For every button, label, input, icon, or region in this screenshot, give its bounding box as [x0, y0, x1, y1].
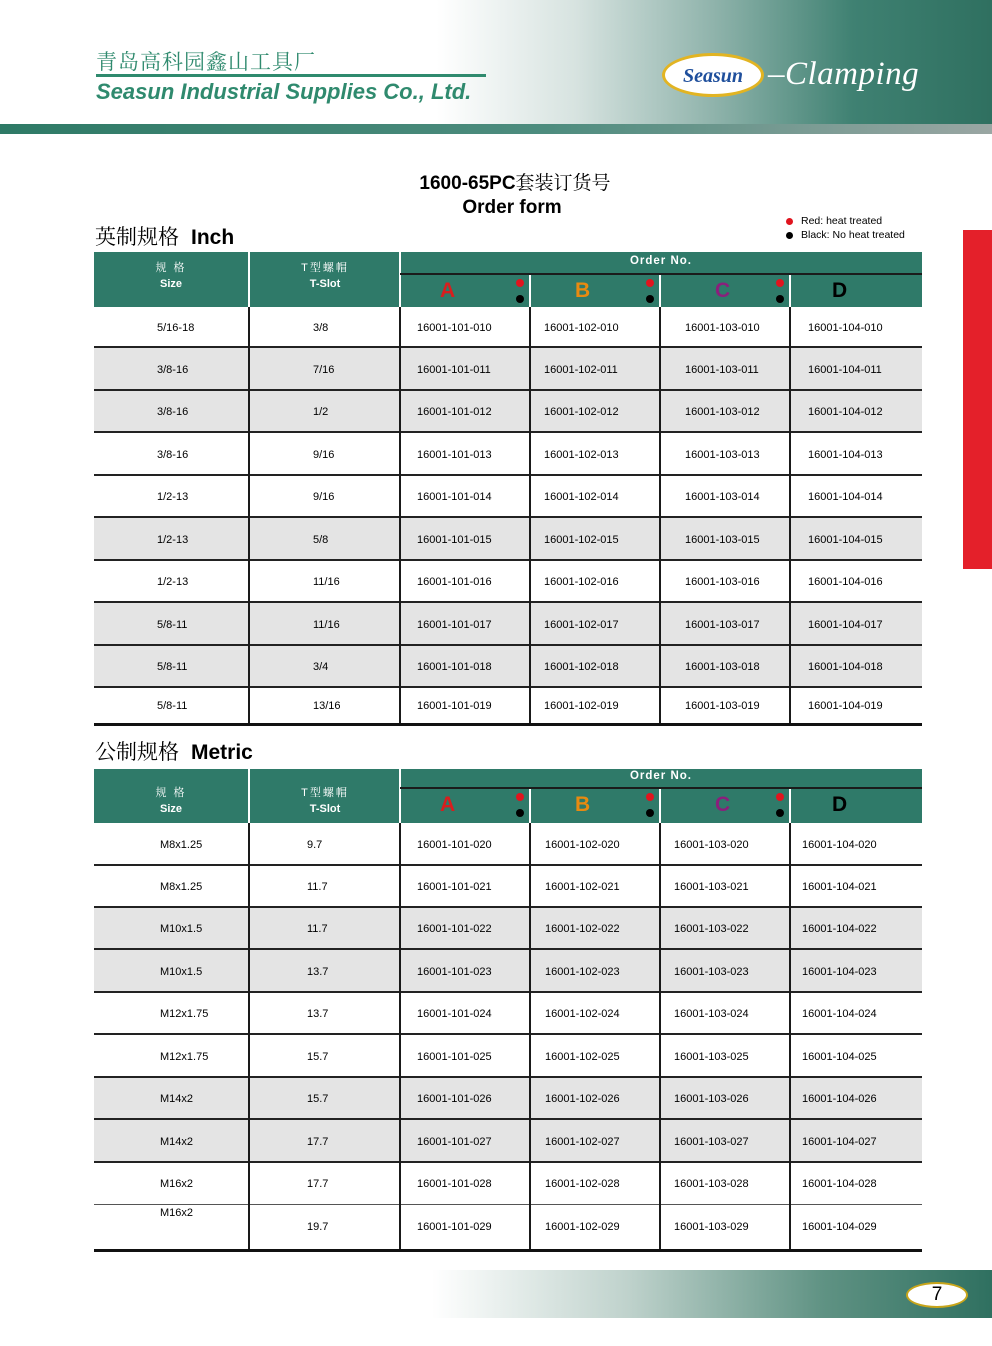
order-c-cell: 16001-103-019 [685, 700, 760, 712]
table-row [94, 866, 922, 908]
order-a-cell: 16001-101-025 [417, 1050, 492, 1063]
order-a-cell: 16001-101-014 [417, 491, 492, 503]
col-d-label: D [832, 793, 848, 816]
tslot-cell: 9.7 [307, 838, 323, 851]
table-row [94, 908, 922, 950]
metric-table-header [94, 767, 922, 823]
tslot-header-en: T-Slot [309, 803, 341, 815]
size-cell: M10x1.5 [160, 923, 203, 935]
red-dot-icon [776, 793, 784, 801]
order-b-cell: 16001-102-023 [545, 965, 620, 978]
order-d-cell: 16001-104-013 [808, 448, 883, 461]
column-divider [248, 307, 250, 724]
order-a-cell: 16001-101-017 [417, 618, 492, 631]
order-d-cell: 16001-104-020 [802, 838, 877, 851]
order-b-cell: 16001-102-010 [544, 321, 619, 334]
tslot-cell: 17.7 [307, 1178, 329, 1190]
order-c-cell: 16001-103-012 [685, 406, 760, 418]
order-c-cell: 16001-103-026 [674, 1093, 749, 1105]
header-divider [399, 252, 401, 307]
order-b-cell: 16001-102-017 [544, 618, 619, 631]
order-b-cell: 16001-102-013 [544, 448, 619, 461]
title-code: 1600-65PC [419, 173, 516, 194]
column-divider [659, 823, 661, 1249]
inch-table-header [94, 252, 922, 307]
order-a-cell: 16001-101-024 [417, 1008, 492, 1020]
order-a-cell: 16001-101-010 [417, 321, 492, 334]
order-c-cell: 16001-103-014 [685, 491, 760, 503]
black-dot-icon [516, 809, 524, 817]
inch-section-title [95, 221, 234, 251]
order-d-cell: 16001-104-026 [802, 1093, 877, 1105]
black-dot-icon [776, 809, 784, 817]
header-divider [248, 252, 250, 307]
table-row [94, 993, 922, 1035]
red-dot-icon [646, 793, 654, 801]
tslot-cell: 13.7 [307, 1008, 329, 1020]
legend-black [786, 228, 905, 242]
header-divider [659, 275, 661, 307]
size-cell: 1/2-13 [157, 576, 189, 588]
size-cell: M10x1.5 [160, 965, 203, 978]
black-dot-icon [646, 809, 654, 817]
size-cell: 3/8-16 [157, 363, 189, 376]
table-row [94, 646, 922, 688]
order-c-cell: 16001-103-025 [674, 1050, 749, 1063]
order-a-cell: 16001-101-029 [417, 1221, 492, 1233]
header-divider [248, 769, 250, 823]
tslot-cell: 13/16 [313, 700, 341, 712]
side-tab [963, 230, 992, 569]
column-divider [789, 307, 791, 724]
tslot-cell: 5/8 [313, 533, 329, 546]
size-cell: M8x1.25 [160, 838, 203, 851]
order-d-cell: 16001-104-017 [808, 618, 883, 631]
size-cell: M16x2 [160, 1207, 194, 1219]
size-cell: M8x1.25 [160, 881, 203, 893]
order-b-cell: 16001-102-019 [544, 700, 619, 712]
red-dot-icon [516, 793, 524, 801]
order-c-cell: 16001-103-022 [674, 923, 749, 935]
order-d-cell: 16001-104-018 [808, 661, 883, 673]
order-d-cell: 16001-104-016 [808, 576, 883, 588]
order-a-cell: 16001-101-027 [417, 1135, 492, 1148]
order-d-cell: 16001-104-023 [802, 965, 877, 978]
size-header-cn: 规 格 [155, 262, 187, 274]
table-row [94, 348, 922, 391]
header-divider [400, 273, 922, 275]
order-b-cell: 16001-102-029 [545, 1221, 620, 1233]
size-cell: M16x2 [160, 1178, 194, 1190]
red-dot-icon [516, 279, 524, 287]
order-a-cell: 16001-101-021 [417, 881, 492, 893]
column-divider [529, 823, 531, 1249]
order-a-cell: 16001-101-018 [417, 661, 492, 673]
order-c-cell: 16001-103-011 [685, 363, 759, 376]
metric-order-table [94, 767, 922, 1252]
red-dot-icon [776, 279, 784, 287]
table-row [94, 1035, 922, 1078]
order-c-cell: 16001-103-017 [685, 618, 760, 631]
tslot-cell: 9/16 [313, 491, 335, 503]
order-b-cell: 16001-102-011 [544, 363, 618, 376]
tslot-header-cn: T型螺帽 [301, 262, 349, 274]
inch-order-table [94, 252, 922, 726]
size-header-cn: 规 格 [155, 787, 187, 799]
black-dot-icon [516, 295, 524, 303]
tslot-header [250, 785, 400, 817]
order-a-cell: 16001-101-012 [417, 406, 492, 418]
order-b-cell: 16001-102-015 [544, 533, 619, 546]
col-d-label: D [832, 279, 848, 302]
company-name-en: Seasun Industrial Supplies Co., Ltd. [96, 79, 472, 104]
col-c-label: C [715, 279, 731, 302]
order-b-cell: 16001-102-012 [544, 406, 619, 418]
col-b-label: B [575, 793, 591, 816]
order-b-cell: 16001-102-018 [544, 661, 619, 673]
order-no-header: Order No. [629, 770, 693, 782]
company-name-cn: 青岛高科园鑫山工具厂 [96, 50, 316, 74]
order-b-cell: 16001-102-016 [544, 576, 619, 588]
order-a-cell: 16001-101-022 [417, 923, 492, 935]
size-header-en: Size [159, 278, 182, 290]
tslot-cell: 19.7 [307, 1221, 329, 1233]
table-row [94, 950, 922, 993]
tslot-cell: 7/16 [313, 363, 335, 376]
order-d-cell: 16001-104-027 [802, 1135, 877, 1148]
order-b-cell: 16001-102-025 [545, 1050, 620, 1063]
column-divider [789, 823, 791, 1249]
tslot-cell: 1/2 [313, 406, 329, 418]
order-d-cell: 16001-104-011 [808, 363, 882, 376]
legend-black-label: Black: No heat treated [801, 229, 905, 241]
table-row [94, 1078, 922, 1120]
legend-red-label: Red: heat treated [801, 215, 883, 227]
tslot-cell: 3/8 [313, 321, 329, 334]
column-divider [659, 307, 661, 724]
order-c-cell: 16001-103-028 [674, 1178, 749, 1190]
size-cell: M12x1.75 [160, 1050, 209, 1063]
order-b-cell: 16001-102-014 [544, 491, 619, 503]
table-row [94, 1205, 922, 1249]
size-cell: 3/8-16 [157, 448, 189, 461]
tslot-cell: 11.7 [307, 881, 328, 893]
header-divider [529, 789, 531, 823]
table-row [94, 433, 922, 476]
metric-title-cn: 公制规格 [95, 740, 179, 764]
order-b-cell: 16001-102-024 [545, 1008, 620, 1020]
tslot-cell: 15.7 [307, 1093, 329, 1105]
legend [786, 214, 905, 242]
size-cell: 1/2-13 [157, 491, 189, 503]
order-a-cell: 16001-101-023 [417, 965, 492, 978]
col-a-label: A [440, 793, 456, 816]
order-form-title-en: Order form [462, 197, 562, 218]
order-a-cell: 16001-101-015 [417, 533, 492, 546]
tslot-cell: 11.7 [307, 923, 328, 935]
black-dot-icon [786, 232, 793, 239]
size-cell: 5/8-11 [157, 618, 188, 631]
order-no-header: Order No. [629, 255, 693, 267]
order-d-cell: 16001-104-019 [808, 700, 883, 712]
order-b-cell: 16001-102-022 [545, 923, 620, 935]
header-divider [529, 275, 531, 307]
logo-text: Seasun [682, 65, 744, 87]
inch-table-body [94, 307, 922, 724]
order-b-cell: 16001-102-028 [545, 1178, 620, 1190]
order-d-cell: 16001-104-022 [802, 923, 877, 935]
col-a-label: A [440, 279, 456, 302]
tslot-header [250, 260, 400, 292]
size-header-en: Size [159, 803, 182, 815]
tslot-cell: 3/4 [313, 661, 329, 673]
table-row [94, 1163, 922, 1205]
table-row [94, 307, 922, 348]
order-d-cell: 16001-104-014 [808, 491, 883, 503]
order-d-cell: 16001-104-010 [808, 321, 883, 334]
table-row [94, 561, 922, 603]
table-bottom-rule [94, 1249, 922, 1252]
col-c-label: C [715, 793, 731, 816]
page-number: 7 [906, 1282, 968, 1308]
order-b-cell: 16001-102-020 [545, 838, 620, 851]
size-cell: 5/8-11 [157, 700, 188, 712]
order-c-cell: 16001-103-015 [685, 533, 760, 546]
table-row [94, 476, 922, 518]
tslot-cell: 11/16 [313, 618, 340, 631]
table-row [94, 1120, 922, 1163]
order-form-title-cn [0, 168, 992, 195]
size-cell: 1/2-13 [157, 533, 189, 546]
header-divider [400, 787, 922, 789]
order-a-cell: 16001-101-028 [417, 1178, 492, 1190]
size-cell: M14x2 [160, 1135, 194, 1148]
tslot-cell: 9/16 [313, 448, 335, 461]
tslot-header-cn: T型螺帽 [301, 787, 349, 799]
logo-tagline: –Clamping [768, 56, 920, 92]
order-d-cell: 16001-104-029 [802, 1221, 877, 1233]
legend-red [786, 214, 905, 228]
seasun-logo [662, 53, 764, 97]
size-header [94, 260, 248, 292]
order-c-cell: 16001-103-024 [674, 1008, 749, 1020]
tslot-header-en: T-Slot [309, 278, 341, 290]
size-cell: 3/8-16 [157, 406, 189, 418]
table-row [94, 823, 922, 866]
tslot-cell: 15.7 [307, 1050, 329, 1063]
header-divider [789, 275, 791, 307]
table-bottom-rule [94, 723, 922, 726]
order-d-cell: 16001-104-024 [802, 1008, 877, 1020]
column-divider [399, 823, 401, 1249]
metric-title-en: Metric [191, 741, 253, 764]
header-divider [399, 769, 401, 823]
metric-table-body [94, 823, 922, 1249]
order-d-cell: 16001-104-028 [802, 1178, 877, 1190]
table-row [94, 391, 922, 433]
order-a-cell: 16001-101-011 [417, 363, 491, 376]
order-c-cell: 16001-103-020 [674, 838, 749, 851]
column-divider [399, 307, 401, 724]
order-c-cell: 16001-103-018 [685, 661, 760, 673]
size-header [94, 785, 248, 817]
order-d-cell: 16001-104-012 [808, 406, 883, 418]
red-dot-icon [646, 279, 654, 287]
inch-title-en: Inch [191, 226, 235, 249]
order-d-cell: 16001-104-015 [808, 533, 883, 546]
order-d-cell: 16001-104-021 [802, 881, 877, 893]
title-cn-text: 套装订货号 [515, 172, 611, 194]
size-cell: M12x1.75 [160, 1008, 209, 1020]
column-divider [529, 307, 531, 724]
order-a-cell: 16001-101-016 [417, 576, 492, 588]
header-bar [0, 124, 992, 134]
size-cell: 5/8-11 [157, 661, 188, 673]
tslot-cell: 13.7 [307, 965, 329, 978]
tslot-cell: 11/16 [313, 576, 340, 588]
order-c-cell: 16001-103-016 [685, 576, 760, 588]
order-b-cell: 16001-102-021 [545, 881, 620, 893]
order-b-cell: 16001-102-026 [545, 1093, 620, 1105]
header-divider [659, 789, 661, 823]
table-row [94, 518, 922, 561]
header-divider [789, 789, 791, 823]
order-c-cell: 16001-103-010 [685, 321, 760, 334]
inch-title-cn: 英制规格 [95, 225, 179, 249]
tslot-cell: 17.7 [307, 1135, 329, 1148]
size-cell: 5/16-18 [157, 321, 195, 334]
order-a-cell: 16001-101-013 [417, 448, 492, 461]
order-c-cell: 16001-103-023 [674, 965, 749, 978]
order-b-cell: 16001-102-027 [545, 1135, 620, 1148]
order-a-cell: 16001-101-020 [417, 838, 492, 851]
red-dot-icon [786, 218, 793, 225]
order-a-cell: 16001-101-019 [417, 700, 492, 712]
company-rule [96, 74, 486, 77]
table-row [94, 603, 922, 646]
order-c-cell: 16001-103-029 [674, 1221, 749, 1233]
metric-section-title [95, 736, 253, 766]
black-dot-icon [646, 295, 654, 303]
order-c-cell: 16001-103-027 [674, 1135, 749, 1148]
order-a-cell: 16001-101-026 [417, 1093, 492, 1105]
column-divider [248, 823, 250, 1249]
order-d-cell: 16001-104-025 [802, 1050, 877, 1063]
table-row [94, 688, 922, 724]
order-c-cell: 16001-103-021 [674, 881, 749, 893]
col-b-label: B [575, 279, 591, 302]
size-cell: M14x2 [160, 1093, 194, 1105]
black-dot-icon [776, 295, 784, 303]
order-c-cell: 16001-103-013 [685, 448, 760, 461]
